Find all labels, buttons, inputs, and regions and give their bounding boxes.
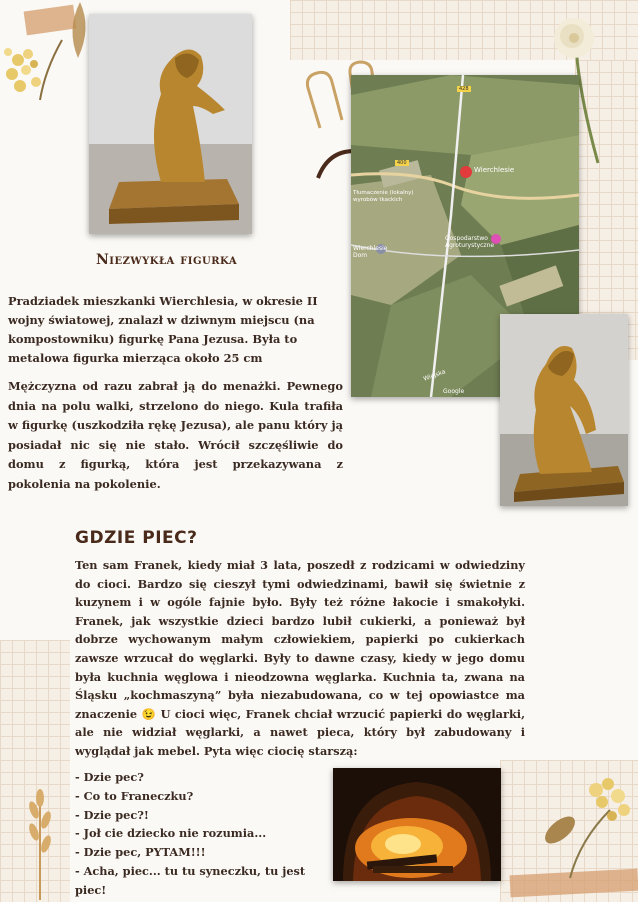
road-badge-top: 428	[459, 86, 469, 92]
section2-story: Ten sam Franek, kiedy miał 3 lata, poszedł z rodzicami w odwiedziny do cioci. Bardzo się cieszył tymi odwiedzinami, bawił się świetnie z kuzynem i w ogóle fajnie było. Były też różne łakocie i smakołyki. Franek, jak wszystkie dzieci bardzo lubił cukierki, a ponieważ był dobrze wychowanym małym człowiekiem, papierki po cukierkach zawsze wrzucał do węglarki. Były to dawne czasy, kiedy w jego domu była kuchnia węglowa i nieodzowna węglarka. Kuchnia ta, zwana na Śląsku „kochmaszyną” była niezabudowana, co w tej opowiastce ma znaczenie 😉 U cioci więc, Franek chciał wrzucić papierki do węglarki, ale nie widział węglarki, a nawet pieca, który był zabudowany i wyglądał jak mebel. Pyta więc ciocię starszą:	[75, 558, 525, 758]
road-badge-mid: 400	[397, 160, 407, 166]
figurine-photo-top	[89, 14, 252, 234]
map-label-village: Wierchlesie	[474, 166, 515, 174]
dialogue-line: - Co to Franeczku?	[75, 788, 194, 803]
map-label-road-bottom: Wiejska	[422, 368, 447, 383]
map-label-farm: Gospodarstwo Agroturystyczne	[445, 235, 495, 249]
section2-heading: GDZIE PIEC?	[75, 528, 198, 548]
oven-fire-photo	[333, 768, 501, 881]
dialogue-line: - Dzie pec?!	[75, 807, 149, 822]
wheat-decoration-bottom-left	[10, 780, 70, 902]
map-label-left-place: Tłumaczenie (lokalny) wyrobów tkackich	[353, 190, 414, 203]
flower-decoration-bottom-right	[520, 770, 638, 880]
figurine-photo-right	[500, 314, 628, 506]
section1-paragraph: Mężczyzna od razu zabrał ją do menażki. Pewnego dnia na polu walki, strzelono do niego. Kula trafiła w figurkę (uszkodziła rękę Jezusa), ale panu który ją posiadał nic się nie stało. Wrócił szczęśliwie do domu z figurką, która jest przekazywana z pokolenia na pokolenie.	[8, 379, 343, 491]
google-logo: Google	[443, 388, 465, 395]
dialogue-line: - Dzie pec, PYTAM!!!	[75, 845, 206, 860]
dialogue-list	[75, 768, 335, 900]
dialogue-line: - Joł cie dziecko nie rozumia...	[75, 826, 267, 841]
dialogue-line: - Dzie pec?	[75, 770, 144, 784]
map-label-left-lower: Wierchlesie Dom	[353, 245, 388, 259]
dialogue-line: - Acha, piec... tu tu syneczku, tu jest piec!	[75, 863, 306, 897]
section1-intro: Pradziadek mieszkanki Wierchlesia, w okresie II wojny światowej, znalazł w dziwnym miejscu (na kompostowniku) figurkę Pana Jezusa. Była to metalowa figurka mierząca około 25 cm	[8, 294, 318, 365]
section1-heading: Niezwykła figurka	[96, 252, 238, 268]
